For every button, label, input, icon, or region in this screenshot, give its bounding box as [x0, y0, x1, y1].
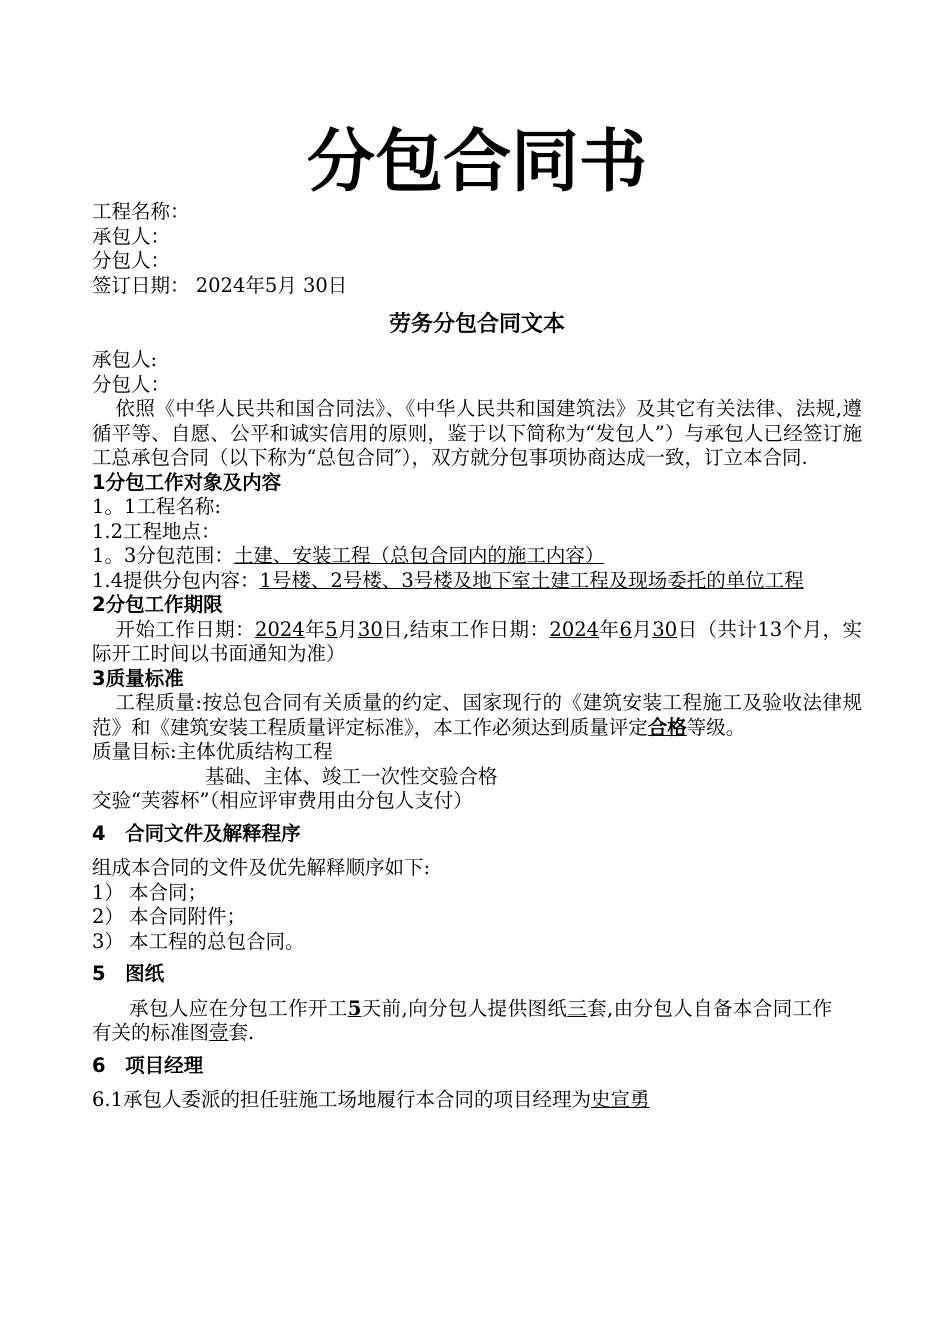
- scope-value: 土建、安装工程（总包合同内的施工内容）: [233, 544, 605, 567]
- subcontractor-field: 分包人：: [92, 249, 171, 272]
- quality-paragraph: [92, 691, 862, 740]
- contract-subtitle: 劳务分包合同文本: [388, 312, 565, 337]
- document-list-item: [92, 905, 862, 930]
- section-1-item-1: 1。1工程名称:: [92, 495, 221, 518]
- cover-info: [92, 200, 347, 298]
- drawings-text-end: 套.: [228, 1021, 255, 1044]
- party-contractor: 承包人:: [92, 348, 158, 371]
- drawings-text: 承包人应在分包工作开工: [129, 996, 348, 1020]
- quality-goal-1: 质量目标:主体优质结构工程: [92, 740, 333, 763]
- section-4-heading: 4 合同文件及解释程序: [92, 821, 301, 845]
- manager-name: 史宣勇: [591, 1088, 650, 1111]
- section-1-item-2: 1.2工程地点：: [92, 519, 221, 543]
- start-month: 5: [325, 617, 338, 641]
- month-text: 月: [631, 617, 653, 641]
- start-day: 30: [357, 617, 383, 641]
- quality-grade: 合格: [647, 715, 687, 739]
- sign-date-label: 签订日期：: [92, 273, 190, 297]
- start-date-label: 开始工作日期：: [115, 617, 256, 641]
- drawings-text: 天前,向分包人提供图纸: [361, 996, 568, 1020]
- sign-date-value: 2024年5月 30日: [195, 273, 348, 297]
- list-text: 本合同附件；: [129, 905, 247, 928]
- list-number: 2）: [92, 905, 124, 928]
- project-manager-line: [92, 1088, 862, 1113]
- section-6-heading: 6 项目经理: [92, 1053, 204, 1077]
- section-5-heading: 5 图纸: [92, 962, 165, 985]
- quality-goal-3: 交验“芙蓉杯”（相应评审费用由分包人支付）: [92, 789, 473, 812]
- scope-label: 1。3分包范围：: [92, 544, 234, 567]
- document-title: 分包合同书: [306, 123, 647, 202]
- drawings-text: 套,由分包人自备本合同工作有关的标准图: [92, 996, 832, 1044]
- section-3-heading: 3质量标准: [92, 666, 184, 690]
- start-year: 2024: [255, 617, 305, 641]
- days-before: 5: [347, 996, 362, 1020]
- section-1-item-4: [92, 569, 862, 594]
- list-number: 1）: [92, 880, 124, 904]
- list-text: 本工程的总包合同。: [129, 929, 305, 953]
- quality-text-end: 等级。: [686, 715, 746, 739]
- quality-goal-2: 基础、主体、竣工一次性交验合格: [205, 764, 498, 788]
- drawing-sets: 三: [567, 996, 588, 1020]
- contract-body: [92, 348, 862, 1113]
- content-label: 1.4提供分包内容：: [92, 568, 260, 592]
- sign-date-field: [92, 274, 347, 299]
- end-day: 30: [652, 617, 678, 641]
- year-text: 年: [304, 617, 326, 641]
- end-date-label: 日,结束工作日期：: [382, 617, 550, 641]
- section-1-heading: 1分包工作对象及内容: [92, 470, 282, 494]
- documents-intro: 组成本合同的文件及优先解释顺序如下:: [92, 856, 431, 879]
- list-text: 本合同；: [129, 880, 208, 904]
- contractor-field: 承包人：: [92, 224, 171, 248]
- section-1-item-3: [92, 544, 862, 569]
- content-value: 1号楼、2号楼、3号楼及地下室土建工程及现场委托的单位工程: [259, 568, 804, 592]
- section-2-heading: 2分包工作期限: [92, 593, 223, 616]
- work-period-paragraph: [92, 618, 862, 667]
- document-list-item: [92, 930, 862, 955]
- manager-label: 6.1承包人委派的担任驻施工场地履行本合同的项目经理为: [92, 1088, 592, 1111]
- project-name-field: 工程名称：: [92, 200, 190, 223]
- standard-drawing-sets: 壹: [209, 1021, 229, 1044]
- list-number: 3）: [92, 929, 124, 953]
- month-text: 月: [337, 617, 358, 641]
- year-text: 年: [599, 617, 620, 641]
- document-list-item: [92, 881, 862, 906]
- end-month: 6: [619, 617, 632, 641]
- period-note: 日（共计13个月，实际开工时间以书面通知为准）: [92, 617, 862, 665]
- preamble-paragraph: 依照《中华人民共和国合同法》、《中华人民共和国建筑法》及其它有关法律、法规,遵循平等、自愿、公平和诚实信用的原则，鉴于以下简称为“发包人”）与承包人已经签订施工总承包合同（以下称为“总包合同″），双方就分包事项协商达成一致，订立本合同.: [92, 397, 862, 469]
- party-subcontractor: 分包人：: [92, 372, 171, 396]
- quality-text: 工程质量:按总包合同有关质量的约定、国家现行的《建筑安装工程施工及验收法律规范》和《建筑安装工程质量评定标准》，本工作必须达到质量评定: [92, 691, 862, 739]
- drawings-paragraph: [92, 997, 832, 1046]
- end-year: 2024: [549, 617, 600, 641]
